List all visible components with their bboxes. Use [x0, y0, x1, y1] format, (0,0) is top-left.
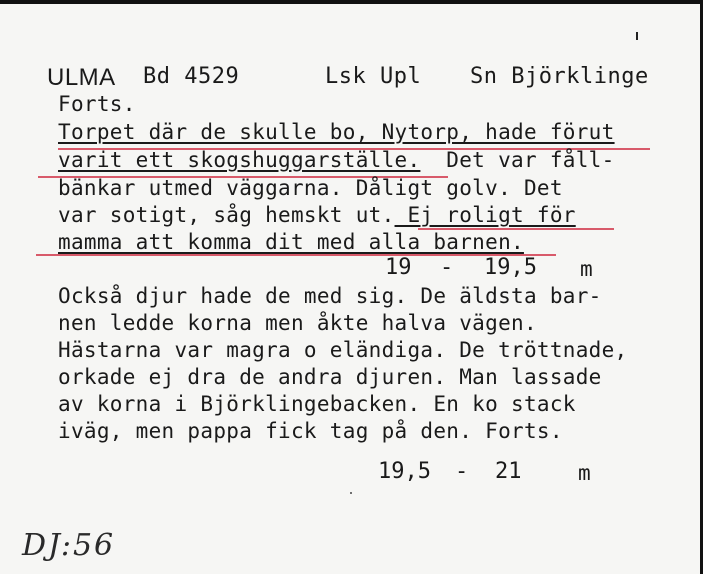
range-end: 19,5	[484, 255, 537, 280]
text-line-8: Hästarna var magra o eländiga. De tröttnade,	[58, 338, 628, 362]
text-line-11: iväg, men pappa fick tag på den. Forts.	[58, 419, 563, 443]
continued-label: Forts.	[58, 92, 136, 116]
range-start: 19,5	[378, 459, 431, 484]
range-unit: m	[580, 257, 593, 281]
text-line-10: av korna i Björklingebacken. En ko stack	[58, 392, 576, 416]
text-line-5: mamma att komma dit med alla barnen.	[58, 230, 524, 254]
archive-name: ULMA	[47, 64, 116, 91]
text-line-4b: Ej roligt för	[394, 203, 576, 227]
range-start: 19	[385, 255, 412, 280]
range-end: 21	[495, 459, 522, 484]
province: Lsk Upl	[325, 64, 422, 89]
range-dash: -	[440, 255, 454, 280]
text-line-2	[58, 148, 615, 172]
corner-mark	[636, 32, 638, 40]
text-line-4	[58, 203, 576, 227]
text-line-2b: Det var fåll-	[420, 148, 615, 172]
red-underline	[36, 254, 556, 256]
text-line-6: Också djur hade de med sig. De äldsta bar-	[58, 284, 602, 308]
text-line-9: orkade ej dra de andra djuren. Man lassade	[58, 365, 602, 389]
ink-speck	[350, 492, 352, 494]
text-line-1: Torpet där de skulle bo, Nytorp, hade förut	[58, 120, 615, 144]
handwritten-annotation: DJ:56	[22, 528, 116, 563]
parish: Sn Björklinge	[470, 64, 649, 89]
text-line-7: nen ledde korna men åkte halva vägen.	[58, 311, 537, 335]
record-number: Bd 4529	[143, 64, 240, 89]
text-line-4a: var sotigt, såg hemskt ut.	[58, 203, 395, 227]
card-top-edge	[0, 0, 703, 4]
range-unit: m	[578, 461, 591, 485]
text-line-3: bänkar utmed väggarna. Dåligt golv. Det	[58, 176, 563, 200]
text-line-2a: varit ett skogshuggarställe.	[58, 148, 421, 172]
range-dash: -	[455, 459, 469, 484]
